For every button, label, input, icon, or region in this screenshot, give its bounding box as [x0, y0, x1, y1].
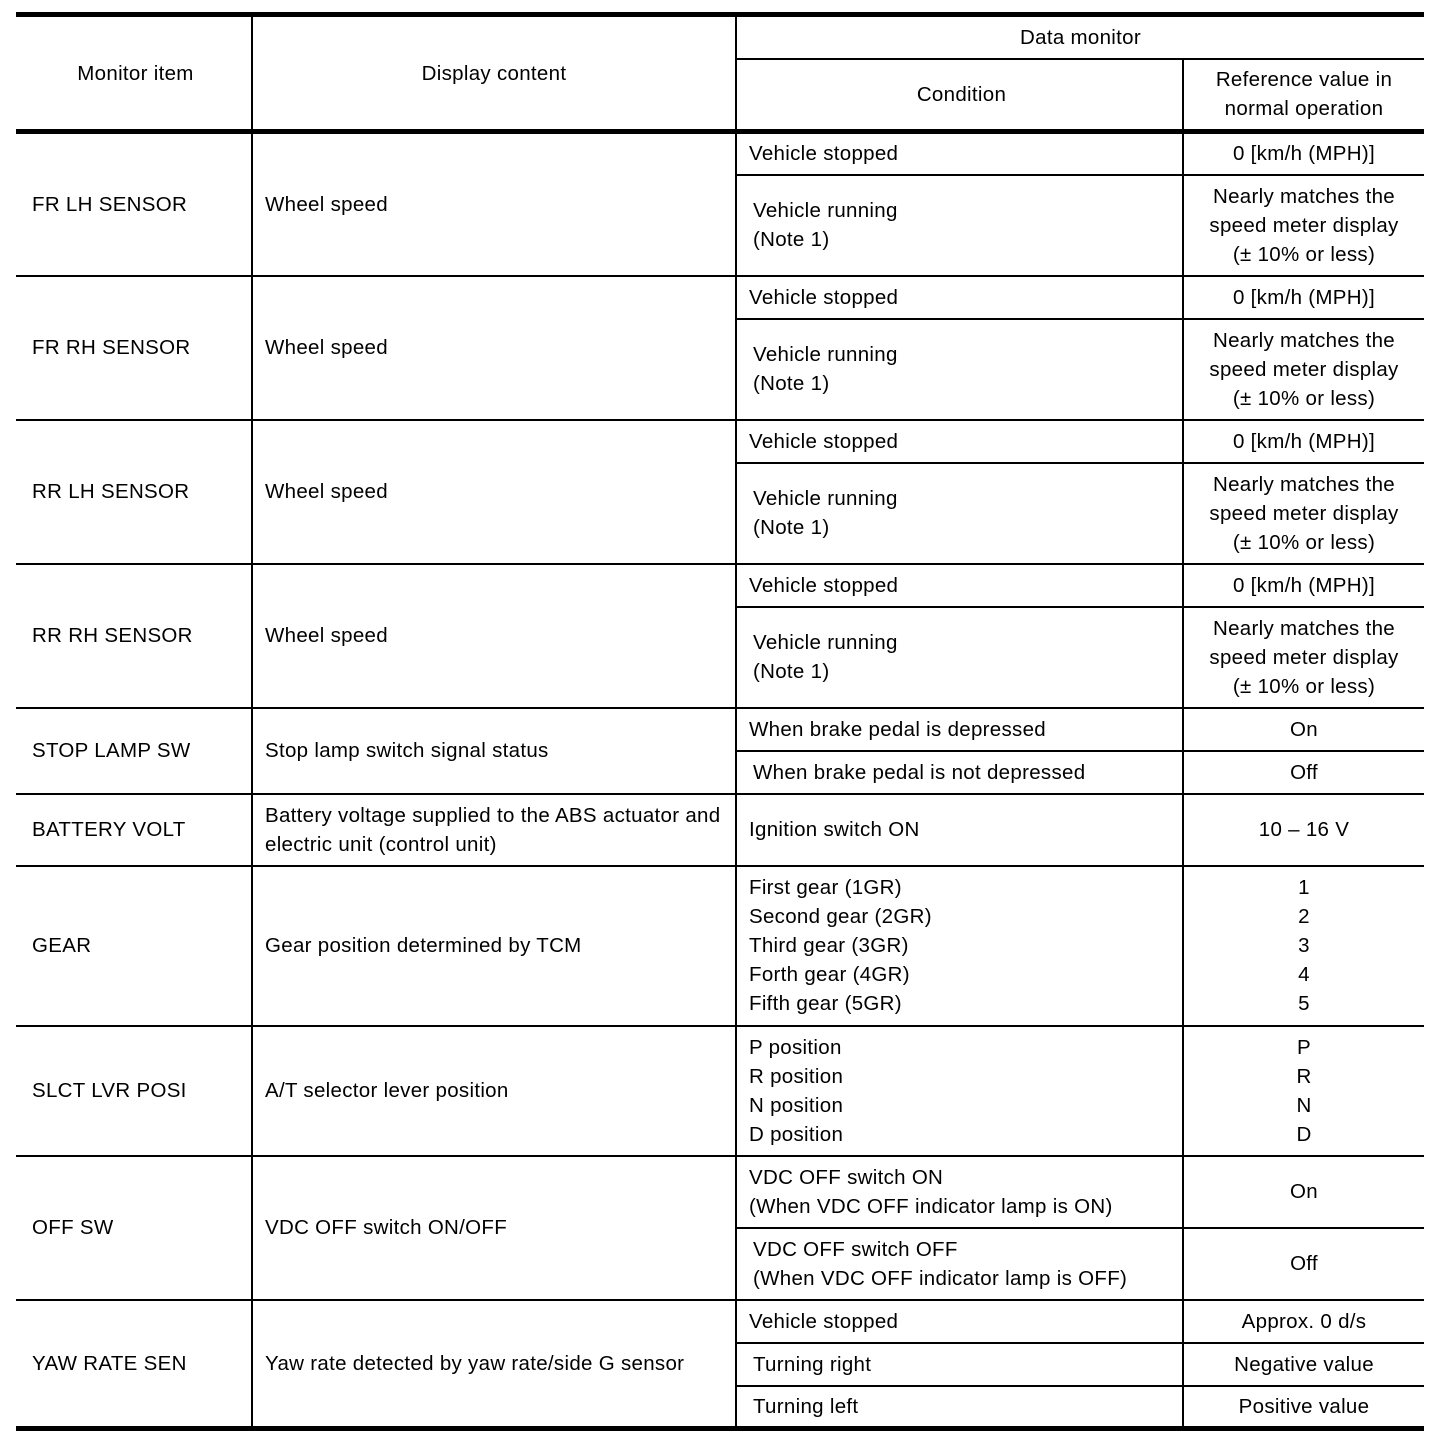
reference-value-cell: [1183, 751, 1424, 794]
reference-line: Nearly matches the: [1212, 328, 1395, 352]
table-row: [16, 420, 1424, 463]
reference-value-cell: [1183, 607, 1424, 708]
reference-line: speed meter display: [1209, 645, 1399, 669]
condition-cell: [736, 1156, 1183, 1228]
reference-value-cell: [1183, 708, 1424, 751]
condition-line: Third gear (3GR): [749, 934, 909, 957]
reference-line: 0 [km/h (MPH)]: [1232, 573, 1375, 597]
condition-line: VDC OFF switch ON: [749, 1165, 944, 1189]
reference-line: 4: [1298, 963, 1310, 986]
condition-line: P position: [749, 1035, 842, 1059]
table-row: [16, 708, 1424, 751]
condition-line: (Note 1): [753, 372, 830, 395]
condition-line: Second gear (2GR): [749, 905, 932, 928]
reference-line: Off: [1290, 760, 1318, 784]
condition-line: Vehicle stopped: [749, 573, 899, 597]
table-row: [16, 1300, 1424, 1343]
reference-line: R: [1296, 1064, 1312, 1088]
reference-value-cell: [1183, 175, 1424, 276]
reference-line: 5: [1298, 992, 1310, 1015]
condition-line: Turning right: [753, 1352, 872, 1376]
condition-line: Vehicle running: [753, 631, 898, 654]
reference-line: On: [1290, 717, 1318, 741]
reference-line: D: [1296, 1122, 1312, 1146]
reference-line: Off: [1290, 1252, 1318, 1275]
condition-line: Vehicle running: [753, 343, 898, 366]
condition-line: Vehicle stopped: [749, 1309, 899, 1333]
reference-line: speed meter display: [1209, 501, 1399, 525]
condition-line: Vehicle stopped: [749, 285, 899, 309]
reference-line: On: [1290, 1180, 1318, 1203]
header-reference-value: Reference value in normal operation: [1183, 59, 1424, 132]
condition-line: Turning left: [753, 1394, 859, 1418]
condition-cell: [736, 564, 1183, 607]
reference-value-cell: [1183, 564, 1424, 607]
reference-line: Positive value: [1238, 1394, 1370, 1418]
table-body: [16, 132, 1424, 1429]
condition-line: N position: [749, 1093, 844, 1117]
condition-line: When brake pedal is depressed: [749, 717, 1047, 741]
reference-value-cell: [1183, 1228, 1424, 1300]
display-content-cell: Wheel speed: [252, 132, 736, 276]
monitor-item-cell: RR RH SENSOR: [16, 564, 252, 708]
condition-line: (Note 1): [753, 516, 830, 539]
monitor-item-cell: STOP LAMP SW: [16, 708, 252, 794]
reference-value-cell: [1183, 420, 1424, 463]
monitor-item-cell: FR RH SENSOR: [16, 276, 252, 420]
condition-line: (Note 1): [753, 660, 830, 683]
display-content-cell: Stop lamp switch signal status: [252, 708, 736, 794]
reference-value-cell: [1183, 132, 1424, 175]
display-content-cell: VDC OFF switch ON/OFF: [252, 1156, 736, 1300]
reference-line: (± 10% or less): [1232, 386, 1376, 410]
table-row: [16, 866, 1424, 1026]
table-row: [16, 1156, 1424, 1228]
reference-value-cell: [1183, 319, 1424, 420]
condition-cell: [736, 175, 1183, 276]
reference-value-cell: [1183, 276, 1424, 319]
condition-line: Fifth gear (5GR): [749, 992, 902, 1015]
reference-line: speed meter display: [1209, 213, 1399, 237]
reference-line: P: [1297, 1035, 1311, 1059]
reference-value-cell: [1183, 1026, 1424, 1156]
condition-cell: [736, 794, 1183, 866]
reference-value-cell: [1183, 1343, 1424, 1386]
monitor-item-cell: GEAR: [16, 866, 252, 1026]
condition-cell: [736, 276, 1183, 319]
reference-line: 0 [km/h (MPH)]: [1232, 429, 1375, 453]
data-monitor-table: [16, 12, 1424, 1431]
condition-cell: [736, 866, 1183, 1026]
condition-cell: [736, 1026, 1183, 1156]
table-row: [16, 1026, 1424, 1156]
header-data-monitor: Data monitor: [736, 15, 1424, 59]
reference-line: 0 [km/h (MPH)]: [1232, 142, 1375, 166]
reference-value-cell: [1183, 463, 1424, 564]
reference-line: 3: [1298, 934, 1310, 957]
reference-value-cell: [1183, 1300, 1424, 1343]
monitor-item-cell: OFF SW: [16, 1156, 252, 1300]
reference-line: (± 10% or less): [1232, 530, 1376, 554]
condition-cell: [736, 420, 1183, 463]
reference-line: Nearly matches the: [1212, 184, 1395, 208]
condition-cell: [736, 1228, 1183, 1300]
monitor-item-cell: FR LH SENSOR: [16, 132, 252, 276]
monitor-item-cell: SLCT LVR POSI: [16, 1026, 252, 1156]
monitor-item-cell: BATTERY VOLT: [16, 794, 252, 866]
condition-line: When brake pedal is not depressed: [753, 760, 1086, 784]
condition-line: R position: [749, 1064, 844, 1088]
reference-line: Negative value: [1234, 1352, 1374, 1376]
reference-line: (± 10% or less): [1232, 242, 1376, 266]
reference-value-cell: [1183, 866, 1424, 1026]
condition-cell: [736, 607, 1183, 708]
reference-line: speed meter display: [1209, 357, 1399, 381]
display-content-cell: Wheel speed: [252, 276, 736, 420]
condition-line: (When VDC OFF indicator lamp is OFF): [753, 1266, 1128, 1290]
display-content-cell: Gear position determined by TCM: [252, 866, 736, 1026]
reference-value-cell: [1183, 1386, 1424, 1429]
header-monitor-item: Monitor item: [16, 15, 252, 132]
document-page: [16, 12, 1424, 1431]
condition-line: VDC OFF switch OFF: [753, 1237, 958, 1261]
display-content-cell: Yaw rate detected by yaw rate/side G sensor: [252, 1300, 736, 1429]
table-row: [16, 132, 1424, 175]
condition-line: Ignition switch ON: [749, 818, 920, 841]
reference-line: 10 – 16 V: [1258, 818, 1350, 841]
condition-line: D position: [749, 1122, 844, 1146]
reference-line: 0 [km/h (MPH)]: [1232, 285, 1375, 309]
header-display-content: Display content: [252, 15, 736, 132]
condition-cell: [736, 319, 1183, 420]
condition-line: Vehicle stopped: [749, 142, 899, 166]
reference-line: N: [1296, 1093, 1312, 1117]
header-row-1: [16, 15, 1424, 59]
reference-line: 2: [1298, 905, 1310, 928]
display-content-cell: Wheel speed: [252, 564, 736, 708]
display-content-cell: Battery voltage supplied to the ABS actuator and electric unit (control unit): [252, 794, 736, 866]
table-row: [16, 794, 1424, 866]
condition-cell: [736, 1343, 1183, 1386]
condition-line: Vehicle stopped: [749, 429, 899, 453]
condition-line: Forth gear (4GR): [749, 963, 910, 986]
condition-line: (When VDC OFF indicator lamp is ON): [749, 1194, 1113, 1218]
condition-line: Vehicle running: [753, 199, 898, 222]
condition-line: (Note 1): [753, 228, 830, 251]
display-content-cell: Wheel speed: [252, 420, 736, 564]
condition-cell: [736, 463, 1183, 564]
condition-cell: [736, 1386, 1183, 1429]
monitor-item-cell: RR LH SENSOR: [16, 420, 252, 564]
condition-cell: [736, 132, 1183, 175]
table-row: [16, 564, 1424, 607]
reference-line: (± 10% or less): [1232, 674, 1376, 698]
reference-value-cell: [1183, 1156, 1424, 1228]
condition-cell: [736, 1300, 1183, 1343]
table-row: [16, 276, 1424, 319]
display-content-cell: A/T selector lever position: [252, 1026, 736, 1156]
reference-value-cell: [1183, 794, 1424, 866]
condition-cell: [736, 751, 1183, 794]
monitor-item-cell: YAW RATE SEN: [16, 1300, 252, 1429]
reference-line: Nearly matches the: [1212, 472, 1395, 496]
condition-line: First gear (1GR): [749, 876, 902, 899]
header-condition: Condition: [736, 59, 1183, 132]
reference-line: Nearly matches the: [1212, 616, 1395, 640]
reference-line: 1: [1298, 876, 1310, 899]
condition-line: Vehicle running: [753, 487, 898, 510]
condition-cell: [736, 708, 1183, 751]
reference-line: Approx. 0 d/s: [1241, 1309, 1367, 1333]
